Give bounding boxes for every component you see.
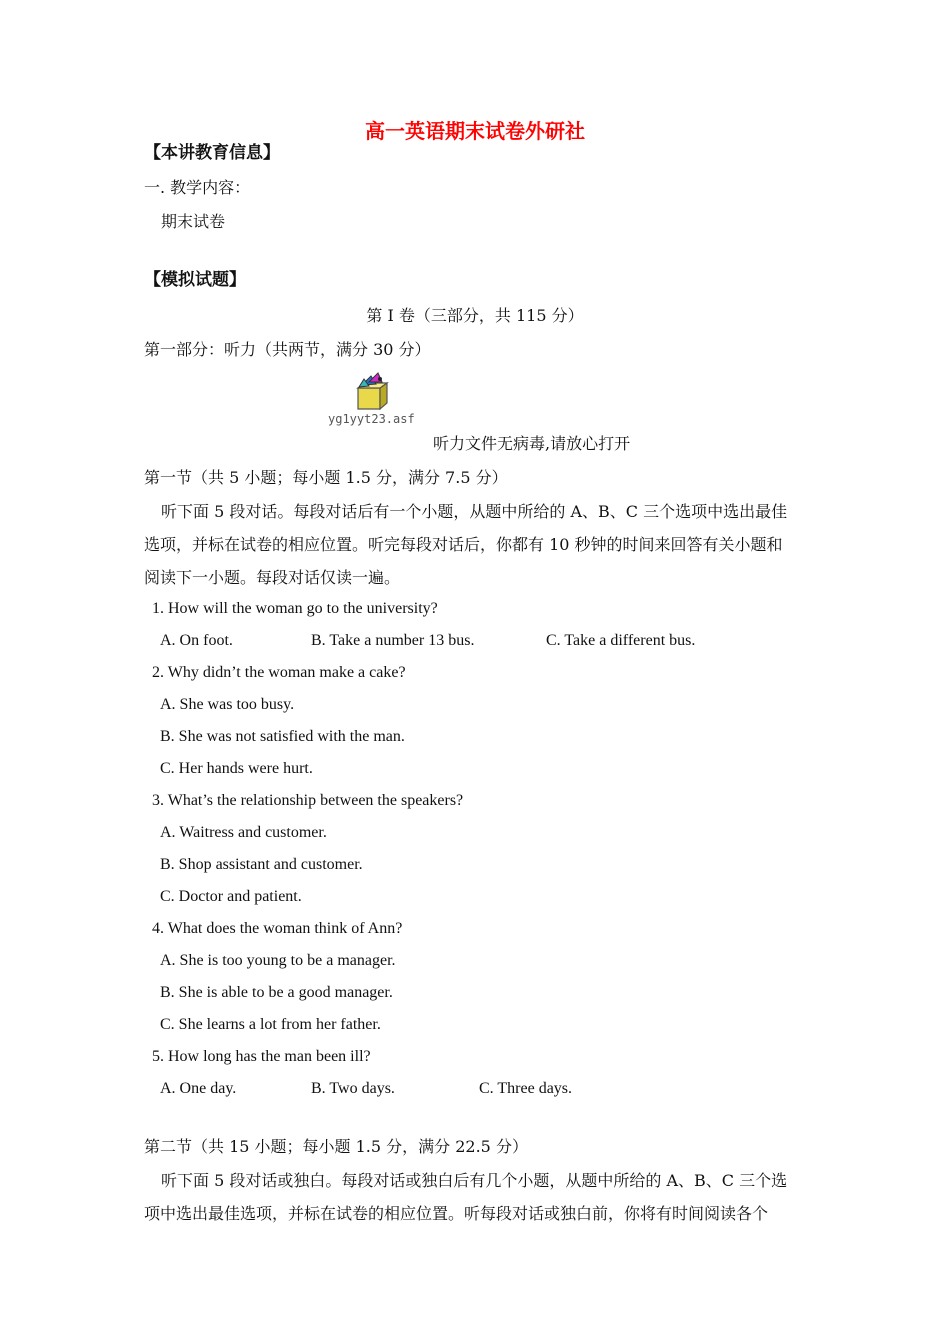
question-1-option-a: A. On foot. (160, 632, 233, 649)
teaching-content-value: 期末试卷 (161, 212, 226, 231)
package-icon-graphic (349, 370, 393, 414)
teaching-info-header: 【本讲教育信息】 (144, 143, 280, 163)
section1-heading: 第一节（共 5 小题；每小题 1.5 分，满分 7.5 分） (144, 468, 508, 487)
mock-exam-header: 【模拟试题】 (144, 270, 246, 290)
question-4-option-a: A. She is too young to be a manager. (160, 952, 396, 969)
part1-heading: 第一部分：听力（共两节，满分 30 分） (144, 340, 431, 359)
question-3-option-c: C. Doctor and patient. (160, 888, 302, 905)
question-4-option-c: C. She learns a lot from her father. (160, 1016, 381, 1033)
question-3: 3. What’s the relationship between the speakers? (152, 792, 464, 809)
section1-instruction-line: 选项，并标在试卷的相应位置。听完每段对话后，你都有 10 秒钟的时间来回答有关小题和 (144, 535, 783, 554)
document-title: 高一英语期末试卷外研社 (365, 119, 585, 143)
question-5-option-c: C. Three days. (479, 1080, 573, 1097)
section2-heading: 第二节（共 15 小题；每小题 1.5 分，满分 22.5 分） (144, 1137, 528, 1156)
question-4-option-b: B. She is able to be a good manager. (160, 984, 393, 1001)
question-3-option-a: A. Waitress and customer. (160, 824, 327, 841)
question-5: 5. How long has the man been ill? (152, 1048, 371, 1065)
question-5-option-a: A. One day. (160, 1080, 237, 1097)
attachment-note: 听力文件无病毒,请放心打开 (433, 434, 631, 453)
question-4: 4. What does the woman think of Ann? (152, 920, 403, 937)
section2-instruction-line: 项中选出最佳选项，并标在试卷的相应位置。听每段对话或独白前，你将有时间阅读各个 (144, 1204, 769, 1223)
question-1-option-b: B. Take a number 13 bus. (311, 632, 475, 649)
section2-instruction-line: 听下面 5 段对话或独白。每段对话或独白后有几个小题，从题中所给的 A、B、C 三个选 (161, 1171, 788, 1190)
question-3-option-b: B. Shop assistant and customer. (160, 856, 363, 873)
section1-instruction-line: 阅读下一小题。每段对话仅读一遍。 (144, 568, 401, 587)
question-2-option-b: B. She was not satisfied with the man. (160, 728, 405, 745)
attachment-filename[interactable]: yg1yyt23.asf (328, 412, 415, 426)
question-5-option-b: B. Two days. (311, 1080, 395, 1097)
question-1: 1. How will the woman go to the university? (152, 600, 438, 617)
question-2-option-c: C. Her hands were hurt. (160, 760, 313, 777)
teaching-content-label: 一. 教学内容： (144, 178, 251, 197)
volume-heading: 第 I 卷（三部分，共 115 分） (366, 306, 584, 325)
section1-instruction-line: 听下面 5 段对话。每段对话后有一个小题，从题中所给的 A、B、C 三个选项中选出最佳 (161, 502, 788, 521)
question-1-option-c: C. Take a different bus. (546, 632, 696, 649)
package-icon[interactable] (349, 370, 393, 414)
question-2: 2. Why didn’t the woman make a cake? (152, 664, 406, 681)
question-2-option-a: A. She was too busy. (160, 696, 295, 713)
